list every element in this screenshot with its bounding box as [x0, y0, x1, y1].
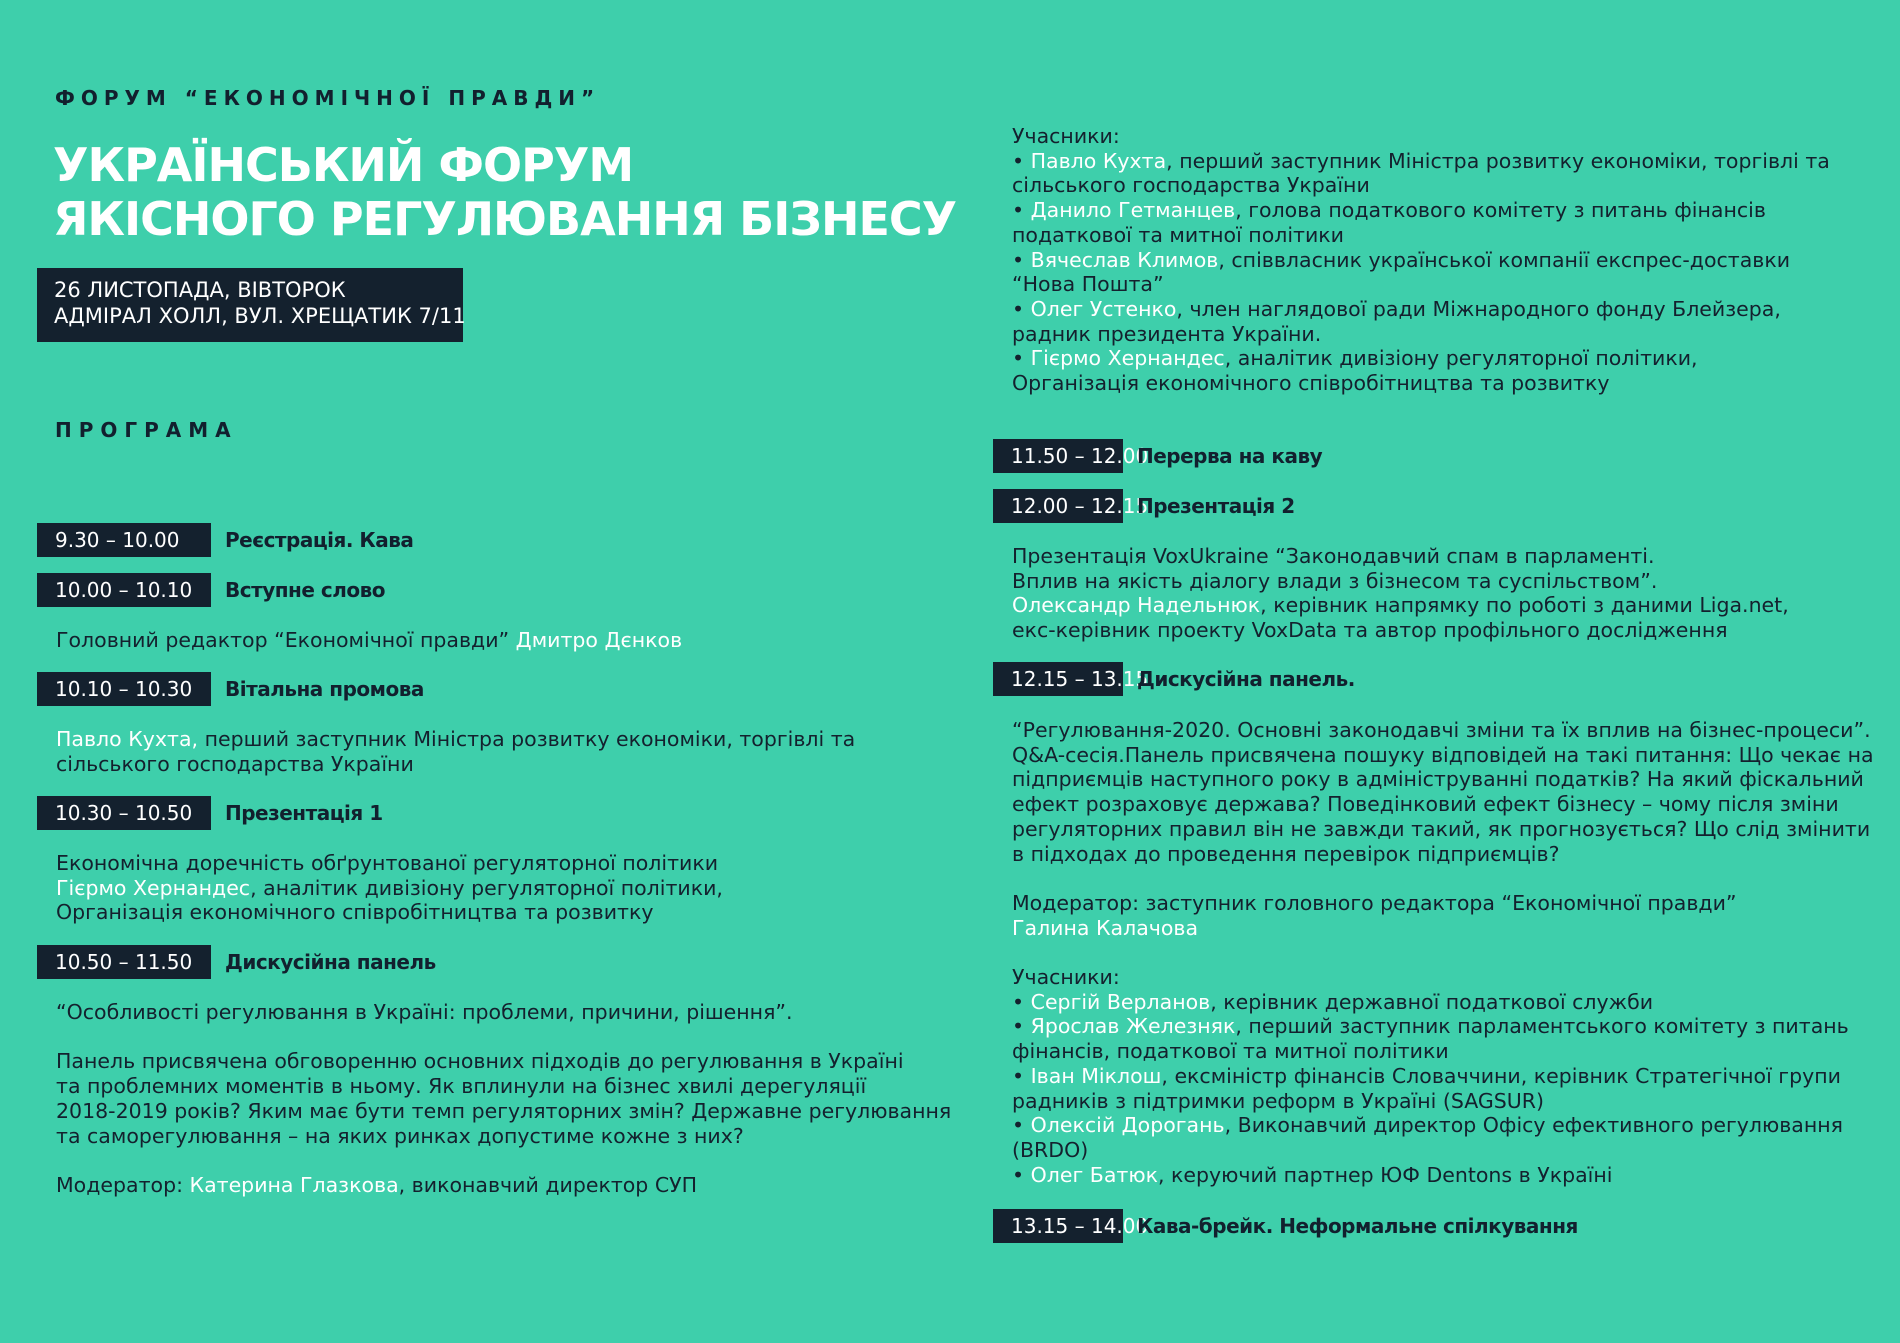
text: в підходах до проведення перевірок підприємців? [1012, 841, 1560, 866]
text: , керівник державної податкової служби [1210, 989, 1654, 1014]
slot-time: 10.00 – 10.10 [37, 573, 211, 607]
participant-name: Олексій Дорогань [1030, 1113, 1225, 1138]
text: та саморегулювання – на яких ринках допустиме кожне з них? [56, 1123, 744, 1148]
slot-time: 10.30 – 10.50 [37, 796, 211, 830]
title-line-2: ЯКІСНОГО РЕГУЛЮВАННЯ БІЗНЕСУ [53, 192, 957, 246]
slot-label: Презентація 2 [1137, 494, 1295, 518]
text: сільського господарства України [56, 751, 414, 776]
text: ефект розраховує держава? Поведінковий ефект бізнесу – чому після зміни [1012, 792, 1839, 817]
text: сільського господарства України [1012, 173, 1370, 198]
participants-label: Учасники: [1012, 965, 1120, 989]
text: “Особливості регулювання в Україні: проблеми, причини, рішення”. [56, 1000, 793, 1024]
text: Організація економічного співробітництва та розвитку [56, 900, 654, 925]
text: 2018-2019 років? Яким має бути темп регуляторних змін? Державне регулювання [56, 1098, 952, 1123]
text: , аналітик дивізіону регуляторної політики, [1224, 346, 1698, 371]
text: підприємців наступного року в адмініструванні податків? На який фіскальний [1012, 767, 1864, 792]
text: , голова податкового комітету з питань фінансів [1235, 198, 1766, 223]
slot-time: 12.00 – 12.15 [993, 489, 1123, 523]
text: податкової та митної політики [1012, 222, 1345, 247]
text: Економічна доречність обґрунтованої регуляторної політики [56, 851, 719, 875]
welcome-description [56, 727, 855, 776]
text: , перший заступник парламентського комітету з питань [1235, 1014, 1849, 1039]
text: , керуючий партнер ЮФ Dentons в Україні [1157, 1162, 1613, 1187]
slot-label: Реєстрація. Кава [225, 528, 414, 552]
presentation-1-description [56, 851, 723, 925]
schedule-slot-opening [37, 573, 385, 607]
text: Q&A-сесія.Панель присвячена пошуку відповідей на такі питання: Що чекає на [1012, 742, 1874, 767]
slot-time: 13.15 – 14.00 [993, 1209, 1123, 1243]
title-line-1: УКРАЇНСЬКИЙ ФОРУМ [53, 138, 634, 192]
text: Модератор: [56, 1172, 190, 1197]
slot-time: 9.30 – 10.00 [37, 523, 211, 557]
participant-name: Ярослав Железняк [1030, 1014, 1236, 1039]
schedule-slot-coffee [993, 439, 1322, 473]
slot-label: Презентація 1 [225, 801, 383, 825]
text: , виконавчий директор СУП [398, 1172, 698, 1197]
text: , співвласник української компанії експрес-доставки [1218, 247, 1791, 272]
bullet: • [1012, 1162, 1025, 1187]
text: Головний редактор “Економічної правди” [56, 628, 516, 652]
slot-label: Перерва на каву [1137, 444, 1323, 468]
text: , аналітик дивізіону регуляторної політики, [250, 875, 723, 900]
forum-kicker: ФОРУМ “ЕКОНОМІЧНОЇ ПРАВДИ” [55, 86, 601, 110]
schedule-slot-panel-1 [37, 945, 436, 979]
speaker-name: Гієрмо Хернандес [56, 875, 251, 900]
bullet: • [1012, 198, 1025, 223]
schedule-slot-presentation-2 [993, 489, 1295, 523]
panel-1-description [56, 1000, 951, 1198]
event-date: 26 ЛИСТОПАДА, ВІВТОРОК [54, 278, 346, 302]
slot-label: Дискусійна панель. [1137, 667, 1355, 691]
slot-label: Вступне слово [225, 578, 386, 602]
schedule-slot-welcome [37, 672, 424, 706]
schedule-slot-registration [37, 523, 413, 557]
slot-time: 11.50 – 12.00 [993, 439, 1123, 473]
speaker-name: Павло Кухта, [56, 727, 199, 751]
bullet: • [1012, 1014, 1025, 1039]
text: , член наглядової ради Міжнародного фонду Блейзера, [1176, 296, 1781, 321]
date-venue-box [37, 268, 466, 342]
presentation-2-description [1012, 544, 1789, 643]
participant-name: Іван Міклош [1030, 1063, 1162, 1088]
participant-name: Павло Кухта [1030, 148, 1167, 173]
text: фінансів, податкової та митної політики [1012, 1039, 1449, 1064]
event-venue: АДМІРАЛ ХОЛЛ, ВУЛ. ХРЕЩАТИК 7/11 [54, 304, 466, 328]
participant-name: Вячеслав Климов [1030, 247, 1219, 272]
participants-list-1 [1012, 124, 1830, 396]
speaker-name: Олександр Надельнюк [1012, 593, 1261, 618]
text: радник президента України. [1012, 321, 1322, 346]
slot-label: Вітальна промова [225, 677, 424, 701]
text: , ексміністр фінансів Словаччини, керівник Стратегічної групи [1161, 1063, 1841, 1088]
text: (BRDO) [1012, 1137, 1089, 1162]
speaker-name: Дмитро Дєнков [515, 628, 683, 652]
text: “Регулювання-2020. Основні законодавчі зміни та їх вплив на бізнес-процеси”. [1012, 718, 1871, 742]
text: Панель присвячена обговоренню основних підходів до регулювання в Україні [56, 1049, 904, 1074]
slot-label: Дискусійна панель [225, 950, 436, 974]
page-title [53, 138, 956, 246]
program-heading: ПРОГРАМА [55, 418, 238, 442]
bullet: • [1012, 247, 1025, 272]
bullet: • [1012, 296, 1025, 321]
participant-name: Сергій Верланов [1030, 989, 1211, 1014]
text: Організація економічного співробітництва та розвитку [1012, 371, 1610, 396]
text: , перший заступник Міністра розвитку економіки, торгівлі та [1166, 148, 1830, 173]
bullet: • [1012, 1113, 1025, 1138]
text: екс-керівник проекту VoxData та автор профільного дослідження [1012, 618, 1728, 643]
bullet: • [1012, 1063, 1025, 1088]
text: , керівник напрямку по роботі з даними Liga.net, [1260, 593, 1789, 618]
bullet: • [1012, 989, 1025, 1014]
slot-time: 10.10 – 10.30 [37, 672, 211, 706]
participant-name: Олег Батюк [1030, 1162, 1158, 1187]
opening-description [56, 628, 682, 653]
moderator-name: Катерина Глазкова [189, 1172, 399, 1197]
participant-name: Гієрмо Хернандес [1030, 346, 1225, 371]
text: , Виконавчий директор Офісу ефективного регулювання [1224, 1113, 1843, 1138]
text: радників з підтримки реформ в Україні (SAGSUR) [1012, 1088, 1545, 1113]
text: Модератор: заступник головного редактора “Економічної правди” [1012, 890, 1737, 915]
bullet: • [1012, 346, 1025, 371]
text: та проблемних моментів в ньому. Як вплинули на бізнес хвилі дерегуляції [56, 1074, 867, 1099]
text: Вплив на якість діалогу влади з бізнесом та суспільством”. [1012, 568, 1658, 593]
bullet: • [1012, 148, 1025, 173]
text: регуляторних правил він не завжди такий, як прогнозується? Що слід змінити [1012, 816, 1871, 841]
schedule-slot-presentation-1 [37, 796, 383, 830]
text: перший заступник Міністра розвитку економіки, торгівлі та [198, 727, 856, 751]
participant-name: Олег Устенко [1030, 296, 1177, 321]
moderator-name: Галина Калачова [1012, 915, 1199, 940]
text: Презентація VoxUkraine “Законодавчий спам в парламенті. [1012, 544, 1655, 568]
slot-time: 12.15 – 13.15 [993, 662, 1123, 696]
participants-label: Учасники: [1012, 124, 1120, 148]
slot-time: 10.50 – 11.50 [37, 945, 211, 979]
panel-2-description [1012, 718, 1874, 1187]
participant-name: Данило Гетманцев [1030, 198, 1236, 223]
schedule-slot-coffee-break [993, 1209, 1578, 1243]
slot-label: Кава-брейк. Неформальне спілкування [1137, 1214, 1578, 1238]
schedule-slot-panel-2 [993, 662, 1355, 696]
text: “Нова Пошта” [1012, 272, 1164, 297]
